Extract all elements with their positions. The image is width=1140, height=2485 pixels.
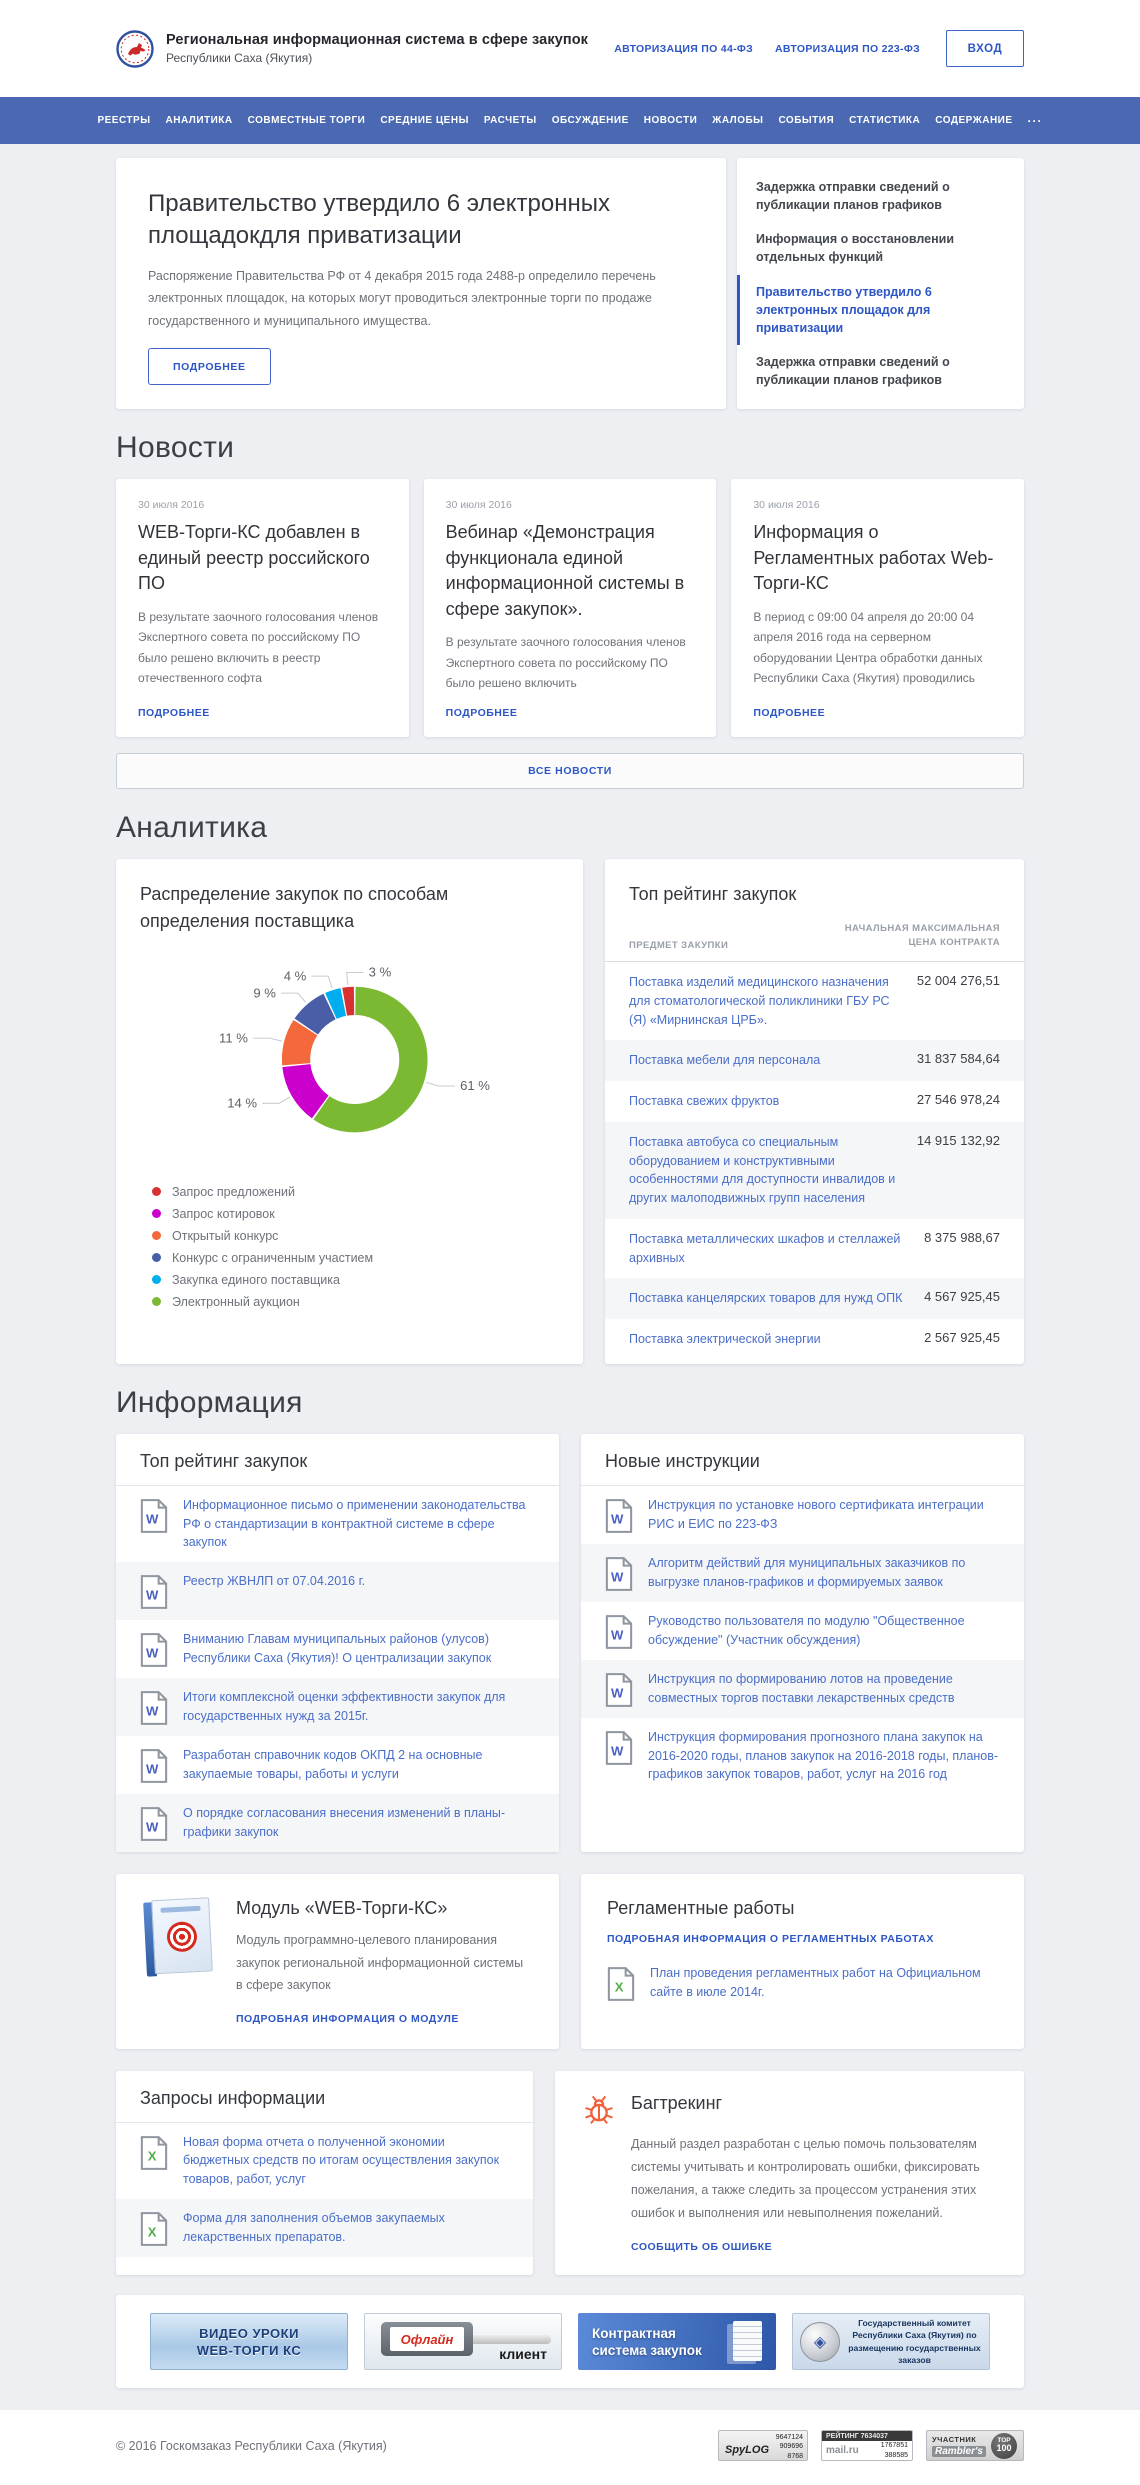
svg-text:W: W (145, 1703, 159, 1719)
legend-color-dot (152, 1275, 161, 1284)
purchase-subject-link[interactable]: Поставка свежих фруктов (629, 1094, 780, 1109)
donut-chart (140, 938, 559, 1177)
excel-document-icon (607, 1966, 635, 2002)
svg-text:W: W (145, 1645, 159, 1661)
document-link[interactable]: Руководство пользователя по модулю "Общественное обсуждение" (Участник обсуждения) (648, 1613, 965, 1647)
news-date: 30 июля 2016 (753, 499, 820, 512)
document-list-item (581, 1602, 1024, 1660)
emblem-icon (116, 30, 154, 68)
table-row (605, 1219, 1024, 1279)
word-document-icon (605, 1556, 633, 1592)
hero-sidebar-item[interactable]: Правительство утвердило 6 электронных площадок для приватизации (737, 275, 1024, 345)
word-document-icon (605, 1614, 633, 1650)
purchase-price: 52 004 276,51 (916, 973, 1000, 989)
legend-label: Закупка единого поставщика (172, 1272, 340, 1287)
donut-callout-line (253, 1038, 282, 1041)
legend-label: Запрос предложений (172, 1184, 296, 1199)
document-list-item (116, 2199, 533, 2257)
partner-banners-strip (116, 2295, 1024, 2388)
nav-more-button[interactable]: ··· (1027, 113, 1043, 128)
legend-item (152, 1273, 559, 1287)
donut-segment (331, 1002, 343, 1006)
excel-document-icon (140, 2135, 168, 2171)
document-list-item (116, 1562, 559, 1620)
document-list-item (607, 1957, 998, 2009)
bugtracking-title: Багтрекинг (631, 2092, 723, 2113)
hero-sidebar-item[interactable]: Информация о восстановлении отдельных функций (756, 232, 955, 265)
state-committee-banner[interactable] (792, 2313, 990, 2370)
rambler-brand: Rambler's (932, 2446, 986, 2457)
news-heading: Новости (116, 431, 235, 465)
purchase-price: 31 837 584,64 (916, 1051, 1000, 1067)
table-row (605, 1278, 1024, 1319)
svg-text:W: W (610, 1569, 624, 1585)
video-lessons-banner[interactable] (150, 2313, 348, 2370)
purchase-price: 4 567 925,45 (924, 1289, 1000, 1305)
table-row (605, 1081, 1024, 1122)
module-title: Модуль «WEB-Торги-КС» (236, 1898, 448, 1919)
analytics-heading: Аналитика (116, 811, 268, 845)
login-button[interactable]: ВХОД (946, 30, 1024, 67)
col-price: НАЧАЛЬНАЯ МАКСИМАЛЬНАЯ ЦЕНА КОНТРАКТА (844, 922, 1000, 949)
nav-item[interactable]: СОВМЕСТНЫЕ ТОРГИ (247, 115, 366, 126)
document-link[interactable]: Вниманию Главам муниципальных районов (улусов) Республики Саха (Якутия)! О централизации закупок (183, 1632, 492, 1665)
cable-graphic (465, 2335, 551, 2344)
col-subject: ПРЕДМЕТ ЗАКУПКИ (629, 940, 729, 952)
legend-color-dot (152, 1253, 161, 1262)
chart-card (116, 859, 583, 1363)
site-footer (0, 2410, 1140, 2485)
main-nav (0, 97, 1140, 144)
document-link[interactable]: Новая форма отчета о полученной экономии бюджетных средств по итогам осуществления закупок товаров, работ, услуг (183, 2134, 500, 2187)
donut-segment (296, 1027, 305, 1064)
bug-icon (581, 2091, 617, 2127)
chart-title: Распределение закупок по способам определения поставщика (140, 884, 449, 931)
document-link[interactable]: Инструкция по установке нового сертификата интеграции РИС и ЕИС по 223-ФЗ (648, 1497, 984, 1531)
news-card (731, 479, 1024, 737)
svg-text:X: X (147, 2224, 157, 2240)
top100-number: 100 (996, 2443, 1012, 2454)
counter-number: 909696 (779, 2443, 803, 2451)
hero-title: Правительство утвердило 6 электронных площадокдля приватизации (148, 190, 610, 250)
coin-emblem-icon: ◈ (800, 2322, 840, 2362)
news-body: В результате заочного голосования членов Экспертного совета по российскому ПО было решено включить в реестр отечественного софта (138, 609, 379, 685)
donut-value-label: 61 % (460, 1077, 490, 1093)
module-body: Модуль программно-целевого планирования закупок региональной информационной системы в сфере закупок (236, 1933, 524, 1993)
hero-news-sidebar (737, 158, 1024, 409)
svg-text:X: X (147, 2147, 157, 2163)
purchase-price: 8 375 988,67 (924, 1229, 1000, 1245)
donut-segment (345, 1001, 354, 1002)
document-list-item (116, 2123, 533, 2199)
donut-callout-line (311, 976, 332, 988)
news-body: В результате заочного голосования членов Экспертного совета по российскому ПО было решено включить (445, 635, 686, 691)
svg-text:X: X (614, 1979, 624, 1995)
news-card (116, 479, 409, 737)
counter-number: 388585 (884, 2451, 908, 2459)
logo-group (116, 30, 588, 68)
word-document-icon (140, 1806, 168, 1842)
information-heading: Информация (116, 1385, 303, 1419)
document-link[interactable]: Итоги комплексной оценки эффективности закупок для государственных нужд за 2015г. (183, 1690, 506, 1723)
news-more-link[interactable]: ПОДРОБНЕЕ (138, 707, 210, 720)
document-link[interactable]: О порядке согласования внесения изменений в планы-графики закупок (183, 1806, 506, 1839)
instructions-card (581, 1434, 1024, 1852)
table-row (605, 1040, 1024, 1081)
word-document-icon (605, 1498, 633, 1534)
requests-title: Запросы информации (116, 2071, 533, 2123)
rambler-top100-badge[interactable] (926, 2430, 1024, 2461)
excel-document-icon (140, 2211, 168, 2247)
top-purchases-title: Топ рейтинг закупок (629, 884, 797, 905)
news-card (424, 479, 717, 737)
nav-item[interactable]: РАСЧЕТЫ (483, 115, 537, 126)
svg-text:W: W (610, 1627, 624, 1643)
donut-value-label: 9 % (253, 984, 276, 1000)
donut-callout-line (262, 1097, 290, 1103)
svg-text:W: W (610, 1511, 624, 1527)
hero-more-button[interactable]: ПОДРОБНЕЕ (148, 348, 271, 385)
purchase-subject-link[interactable]: Поставка автобуса со специальным оборудованием и конструктивными особенностями для доступности инвалидов и других малоподвижных групп населения (629, 1134, 896, 1206)
legend-color-dot (152, 1231, 161, 1240)
nav-item[interactable]: ОБСУЖДЕНИЕ (551, 115, 629, 126)
news-title: Вебинар «Демонстрация функционала единой информационной системы в сфере закупок». (445, 522, 685, 619)
nav-item[interactable]: СОДЕРЖАНИЕ (935, 115, 1013, 126)
document-link[interactable]: Алгоритм действий для муниципальных заказчиков по выгрузке планов-графиков и формируемых заявок (648, 1555, 966, 1589)
news-section (116, 431, 1024, 789)
legend-item (152, 1185, 559, 1199)
document-link[interactable]: Инструкция формирования прогнозного плана закупок на 2016-2020 годы, планов закупок на 2016-2018 годы, планов-графиков закупок товаров, работ, услуг на 2016 год (648, 1729, 999, 1782)
maintenance-title: Регламентные работы (607, 1898, 795, 1919)
banner-text: ВИДЕО УРОКИ (199, 2325, 299, 2341)
word-document-icon (140, 1748, 168, 1784)
document-list-item (581, 1660, 1024, 1718)
document-list-item (581, 1718, 1024, 1794)
document-list-item (116, 1486, 559, 1562)
donut-callout-line (426, 1082, 455, 1086)
purchase-subject-link[interactable]: Поставка мебели для персонала (629, 1053, 821, 1068)
top-rating-docs-card (116, 1434, 559, 1852)
donut-callout-line (347, 972, 364, 984)
document-list-item (116, 1736, 559, 1794)
top100-circle (991, 2433, 1017, 2459)
donut-value-label: 4 % (283, 967, 307, 983)
mailru-counter-badge[interactable] (821, 2430, 913, 2461)
svg-text:W: W (145, 1819, 159, 1835)
analytics-section (116, 811, 1024, 1363)
target-icon (166, 1921, 198, 1953)
bugtracking-card (555, 2071, 1024, 2276)
legend-item (152, 1229, 559, 1243)
word-document-icon (140, 1574, 168, 1610)
legend-label: Открытый конкурс (172, 1228, 279, 1243)
document-list-item (116, 1620, 559, 1678)
news-date: 30 июля 2016 (445, 499, 512, 512)
svg-text:W: W (145, 1761, 159, 1777)
svg-text:W: W (145, 1511, 159, 1527)
site-title: Региональная информационная система в сфере закупок (166, 32, 589, 48)
mailru-rating: РЕЙТИНГ 7634037 (822, 2431, 912, 2441)
nav-item[interactable]: РЕЕСТРЫ (97, 115, 151, 126)
banner-text: Офлайн (390, 2327, 464, 2351)
purchase-subject-link[interactable]: Поставка электрической энергии (629, 1332, 821, 1347)
word-document-icon (605, 1672, 633, 1708)
instructions-title: Новые инструкции (581, 1434, 1024, 1486)
maintenance-info-link[interactable]: ПОДРОБНАЯ ИНФОРМАЦИЯ О РЕГЛАМЕНТНЫХ РАБОТАХ (607, 1933, 934, 1946)
word-document-icon (140, 1632, 168, 1668)
purchase-subject-link[interactable]: Поставка изделий медицинского назначения для стоматологической поликлиники ГБУ РС (Я) «Мирнинская ЦРБ». (629, 975, 890, 1027)
auth-223fz-link[interactable]: АВТОРИЗАЦИЯ ПО 223-ФЗ (775, 42, 920, 55)
counter-number: 1767851 (880, 2442, 908, 2450)
news-more-link[interactable]: ПОДРОБНЕЕ (445, 707, 518, 720)
nav-item[interactable]: СТАТИСТИКА (849, 115, 921, 126)
spylog-counter-badge[interactable] (718, 2430, 808, 2461)
word-document-icon (140, 1498, 168, 1534)
site-header (0, 0, 1140, 97)
nav-item[interactable]: СРЕДНИЕ ЦЕНЫ (380, 115, 469, 126)
contract-system-banner[interactable] (578, 2313, 776, 2370)
nav-links (97, 115, 1012, 126)
word-document-icon (605, 1730, 633, 1766)
nav-item[interactable]: СОБЫТИЯ (778, 115, 835, 126)
module-info-link[interactable]: ПОДРОБНАЯ ИНФОРМАЦИЯ О МОДУЛЕ (236, 2012, 459, 2025)
hero-section (116, 158, 1024, 409)
maintenance-card (581, 1874, 1024, 2049)
report-bug-link[interactable]: СООБЩИТЬ ОБ ОШИБКЕ (631, 2241, 773, 2254)
donut-callout-line (281, 993, 306, 1003)
module-card (116, 1874, 559, 2049)
donut-value-label: 3 % (368, 964, 392, 980)
banner-text: Государственный комитет Республики Саха (Якутия) по размещению государственных заказов (848, 2317, 981, 2365)
all-news-button[interactable]: ВСЕ НОВОСТИ (116, 753, 1024, 789)
document-list-item (116, 1794, 559, 1852)
document-graphic (733, 2321, 762, 2361)
counter-number: 9647124 (775, 2434, 803, 2442)
nav-item[interactable]: ЖАЛОБЫ (712, 115, 764, 126)
legend-item (152, 1207, 559, 1221)
banner-text: клиент (499, 2346, 547, 2363)
news-date: 30 июля 2016 (138, 499, 205, 512)
purchase-subject-link[interactable]: Поставка канцелярских товаров для нужд ОПК (629, 1291, 903, 1306)
mailru-brand: mail.ru (826, 2445, 859, 2457)
legend-color-dot (152, 1187, 161, 1196)
legend-label: Конкурс с ограниченным участием (172, 1250, 374, 1265)
purchase-price: 14 915 132,92 (916, 1132, 1000, 1148)
document-link[interactable]: Реестр ЖВНЛП от 07.04.2016 г. (183, 1574, 366, 1589)
purchase-price: 27 546 978,24 (916, 1092, 1000, 1108)
table-row (605, 1319, 1024, 1360)
hero-sidebar-item[interactable]: Задержка отправки сведений о публикации планов графиков (756, 180, 950, 213)
legend-color-dot (152, 1297, 161, 1306)
svg-text:W: W (610, 1743, 624, 1759)
top-purchases-card (605, 859, 1024, 1363)
bugtracking-body: Данный раздел разработан с целью помочь пользователям системы учитывать и контролировать ошибки, фиксировать пожелания, а также следить за процессом устранения этих ошибок и выполнения или невыполнения пожеланий. (631, 2136, 980, 2220)
offline-client-banner[interactable] (364, 2313, 562, 2370)
rambler-member-text: УЧАСТНИК (932, 2434, 977, 2444)
banner-text: система закупок (592, 2342, 702, 2358)
chart-legend (140, 1185, 559, 1309)
legend-item (152, 1295, 559, 1309)
banner-text: Контрактная (592, 2325, 676, 2341)
hero-sidebar-item[interactable]: Задержка отправки сведений о публикации планов графиков (756, 354, 950, 387)
purchase-price: 2 567 925,45 (924, 1330, 1000, 1346)
top100-text: TOP (997, 2436, 1011, 2444)
table-row (605, 1122, 1024, 1219)
news-more-link[interactable]: ПОДРОБНЕЕ (753, 707, 826, 720)
news-body: В период с 09:00 04 апреля до 20:00 04 апреля 2016 года на серверном оборудовании Центра обработки данных Республики Саха (Якутия) проводились (753, 609, 983, 685)
info-requests-card (116, 2071, 533, 2276)
hero-body: Распоряжение Правительства РФ от 4 декабря 2015 года 2488-р определило перечень электронных площадок, на которых могут проводиться электронные торги по продаже государственного и муниципального имущества. (148, 268, 656, 328)
document-link[interactable]: Форма для заполнения объемов закупаемых лекарственных препаратов. (183, 2210, 445, 2244)
hit-counters (718, 2430, 1024, 2461)
auth-44fz-link[interactable]: АВТОРИЗАЦИЯ ПО 44-ФЗ (614, 42, 754, 55)
donut-segment (296, 1065, 320, 1106)
document-link[interactable]: Разработан справочник кодов ОКПД 2 на основные закупаемые товары, работы и услуги (183, 1748, 483, 1781)
hero-card (116, 158, 726, 409)
word-document-icon (140, 1690, 168, 1726)
table-header (605, 908, 1024, 962)
donut-segment (321, 1001, 413, 1118)
news-title: WEB-Торги-КС добавлен в единый реестр российского ПО (138, 522, 370, 594)
banner-text: WEB-ТОРГИ КС (196, 2342, 302, 2358)
copyright-text: © 2016 Госкомзаказ Республики Саха (Якутия) (116, 2438, 387, 2453)
nav-item[interactable]: АНАЛИТИКА (165, 115, 233, 126)
svg-text:W: W (145, 1587, 159, 1603)
top-docs-title: Топ рейтинг закупок (116, 1434, 559, 1486)
spylog-brand: SpyLOG (725, 2444, 770, 2457)
nav-item[interactable]: НОВОСТИ (643, 115, 698, 126)
document-link[interactable]: Информационное письмо о применении законодательства РФ о стандартизации в контрактной системе в сфере закупок (183, 1497, 526, 1550)
purchase-subject-link[interactable]: Поставка металлических шкафов и стеллажей архивных (629, 1231, 901, 1265)
legend-color-dot (152, 1209, 161, 1218)
donut-value-label: 14 % (227, 1095, 258, 1111)
legend-item (152, 1251, 559, 1265)
svg-text:W: W (610, 1685, 624, 1701)
news-title: Информация о Регламентных работах Web-Торги-КС (753, 522, 994, 594)
donut-segment (306, 1006, 329, 1026)
site-subtitle: Республики Саха (Якутия) (166, 51, 313, 65)
software-box-art (140, 1894, 216, 1980)
document-list-item (116, 1678, 559, 1736)
legend-label: Запрос котировок (172, 1206, 275, 1221)
counter-number: 8768 (787, 2452, 803, 2460)
document-list-item (581, 1486, 1024, 1544)
sakha-emblem-logo[interactable] (116, 30, 154, 68)
document-link[interactable]: План проведения регламентных работ на Официальном сайте в июле 2014г. (650, 1966, 981, 1999)
table-row (605, 962, 1024, 1040)
donut-value-label: 11 % (219, 1030, 248, 1046)
device-graphic (381, 2322, 473, 2356)
information-section (116, 1386, 1024, 2388)
document-list-item (581, 1544, 1024, 1602)
document-link[interactable]: Инструкция по формированию лотов на проведение совместных торгов поставки лекарственных средств (648, 1671, 955, 1705)
legend-label: Электронный аукцион (172, 1294, 300, 1309)
